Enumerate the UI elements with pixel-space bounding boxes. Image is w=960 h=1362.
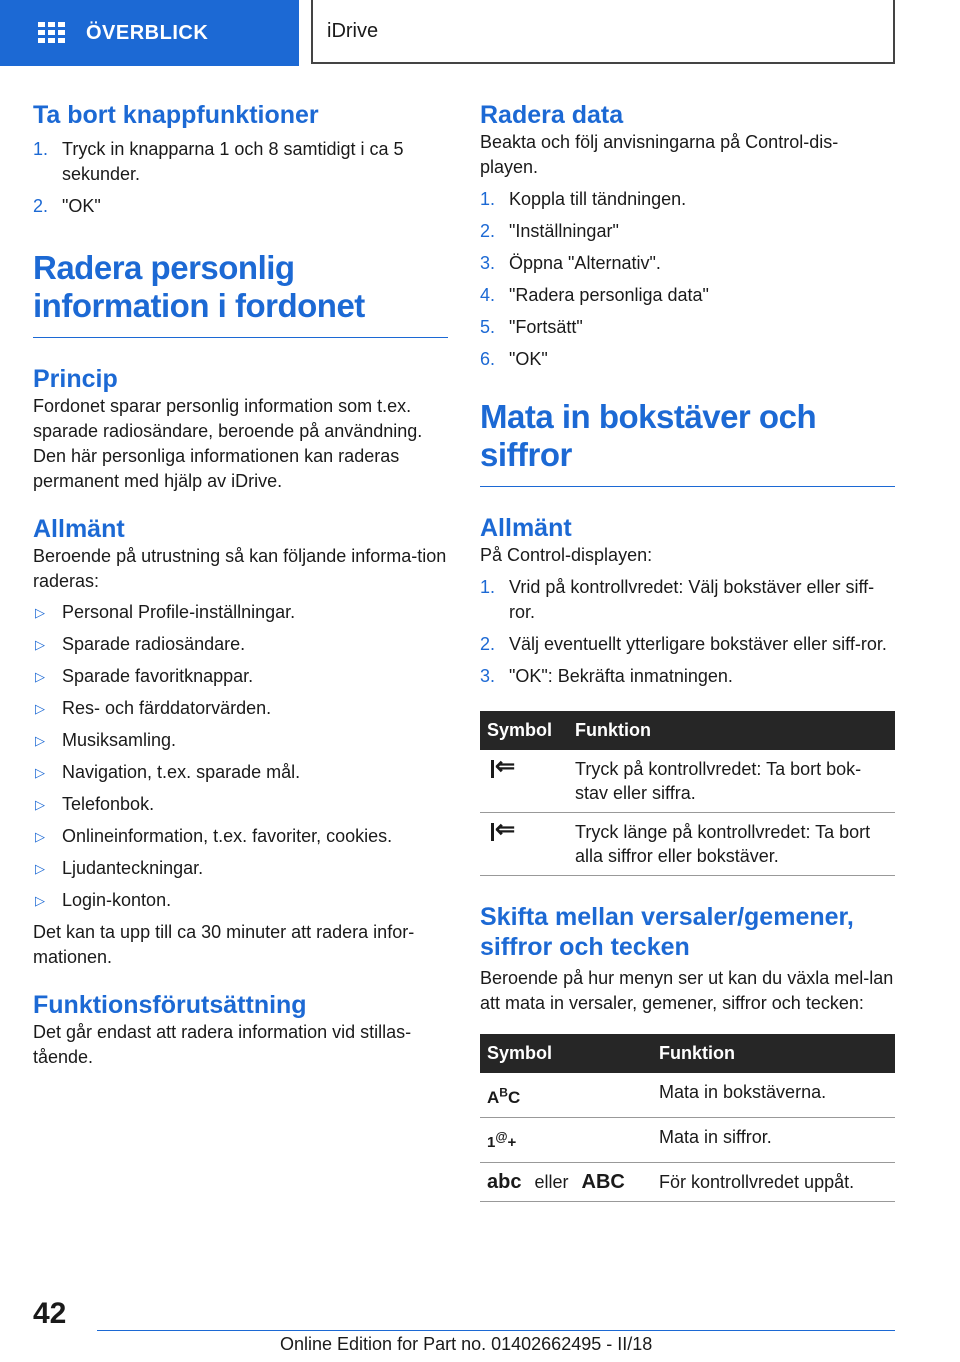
principle-text: Fordonet sparar personlig information som t.ex. sparade radiosändare, beroende på användning. Den här personliga informationen kan raderas permanent med hjälp av iDrive. [33, 396, 423, 491]
heading-general-2: Allmänt [480, 514, 572, 542]
table-cell-function: Tryck länge på kontrollvredet: Ta bort alla siffror eller bokstäver. [568, 813, 895, 876]
list-item: ▷ Ljudanteckningar. [33, 856, 448, 881]
overview-label: ÖVERBLICK [86, 21, 209, 44]
delete-data-text: Beakta och följ anvisningarna på Control-dis-playen. [480, 132, 839, 177]
list-item: ▷ Telefonbok. [33, 792, 448, 817]
list-item: 2. "OK" [33, 196, 101, 216]
table-row [480, 813, 895, 876]
heading-enter-letters: Mata in bokstäver och siffror [480, 398, 817, 473]
list-item: 2. Välj eventuellt ytterligare bokstäver eller siff-ror. [480, 634, 887, 654]
general-2-text: På Control-displayen: [480, 545, 653, 565]
list-item: 5. "Fortsätt" [480, 317, 583, 337]
general-text: Beroende på utrustning så kan följande informa-tion raderas: [33, 546, 447, 591]
prerequisite-text: Det går endast att radera information vid stillas-tående. [33, 1022, 412, 1067]
triangle-bullet-icon: ▷ [35, 893, 45, 908]
heading-prerequisite: Funktionsförutsättning [33, 991, 307, 1019]
list-item: ▷ Personal Profile-inställningar. [33, 600, 448, 625]
table-row [480, 1162, 895, 1201]
triangle-bullet-icon: ▷ [35, 861, 45, 876]
heading-enter-letters-wrap [480, 398, 895, 487]
table-cell-function: Tryck på kontrollvredet: Ta bort bok-stav eller siffra. [568, 750, 895, 813]
list-item: ▷ Onlineinformation, t.ex. favoriter, cookies. [33, 824, 448, 849]
heading-principle: Princip [33, 365, 118, 393]
heading-general: Allmänt [33, 515, 125, 543]
lowercase-abc-icon: abc [487, 1170, 522, 1193]
footer-divider [97, 1330, 895, 1331]
triangle-bullet-icon: ▷ [35, 797, 45, 812]
heading-delete-personal-wrap [33, 249, 448, 338]
table-header-symbol: Symbol [480, 1034, 652, 1073]
list-item: ▷ Musiksamling. [33, 728, 448, 753]
backspace-icon: ⇐ [489, 820, 519, 842]
uppercase-abc-icon: ABC [581, 1170, 625, 1193]
triangle-bullet-icon: ▷ [35, 637, 45, 652]
table-row [480, 750, 895, 813]
table-header-symbol: Symbol [480, 711, 568, 750]
table-header-function: Funktion [568, 711, 895, 750]
triangle-bullet-icon: ▷ [35, 605, 45, 620]
left-column [33, 100, 448, 1070]
table-cell-function: Mata in siffror. [652, 1117, 895, 1162]
heading-delete-buttons: Ta bort knappfunktioner [33, 101, 319, 129]
list-item: 3. Öppna "Alternativ". [480, 253, 661, 273]
list-item: 2. "Inställningar" [480, 221, 619, 241]
list-item: ▷ Login-konton. [33, 888, 448, 913]
triangle-bullet-icon: ▷ [35, 733, 45, 748]
heading-switch-case: Skifta mellan versaler/gemener, siffror och tecken [480, 903, 854, 961]
table-cell-function: Mata in bokstäverna. [652, 1073, 895, 1117]
page-number: 42 [33, 1297, 67, 1330]
or-label: eller [534, 1171, 569, 1192]
deletable-info-list [33, 600, 448, 913]
table-row [480, 1073, 895, 1117]
heading-delete-data: Radera data [480, 101, 624, 129]
triangle-bullet-icon: ▷ [35, 765, 45, 780]
numbers-symbol-icon: 1@+ [480, 1117, 652, 1162]
table-row [480, 1117, 895, 1162]
list-item: 6. "OK" [480, 349, 548, 369]
heading-delete-personal: Radera personlig information i fordonet [33, 249, 365, 324]
switch-case-text: Beroende på hur menyn ser ut kan du växla mel-lan att mata in versaler, gemener, siffror och tecken: [480, 968, 894, 1013]
section-tab-idrive[interactable]: iDrive [311, 0, 895, 64]
uppercase-symbol-icon: $A^BC$ [480, 1073, 652, 1117]
delete-buttons-steps [33, 137, 448, 219]
symbol-table-delete [480, 711, 895, 876]
table-cell-function: För kontrollvredet uppåt. [652, 1162, 895, 1201]
table-header-function: Funktion [652, 1034, 895, 1073]
general-2-steps [480, 575, 895, 689]
grid-icon [38, 22, 66, 44]
list-item: 1. Koppla till tändningen. [480, 189, 687, 209]
list-item: 1. Vrid på kontrollvredet: Välj bokstäver eller siff-ror. [480, 577, 875, 622]
list-item: 4. "Radera personliga data" [480, 285, 709, 305]
top-bar [0, 0, 960, 66]
list-item: 3. "OK": Bekräfta inmatningen. [480, 666, 733, 686]
list-item: ▷ Sparade radiosändare. [33, 632, 448, 657]
symbol-table-switch [480, 1034, 895, 1202]
right-column [480, 100, 895, 1202]
backspace-icon: ⇐ [489, 757, 519, 779]
triangle-bullet-icon: ▷ [35, 701, 45, 716]
list-item: ▷ Navigation, t.ex. sparade mål. [33, 760, 448, 785]
triangle-bullet-icon: ▷ [35, 669, 45, 684]
general-after-text: Det kan ta upp till ca 30 minuter att radera infor-mationen. [33, 922, 415, 967]
list-item: ▷ Res- och färddatorvärden. [33, 696, 448, 721]
footer-edition: Online Edition for Part no. 01402662495 - II/18 [280, 1334, 653, 1354]
delete-data-steps [480, 187, 895, 372]
list-item: 1. Tryck in knapparna 1 och 8 samtidigt i ca 5 sekunder. [33, 139, 404, 184]
overview-tab[interactable] [0, 0, 299, 66]
triangle-bullet-icon: ▷ [35, 829, 45, 844]
list-item: ▷ Sparade favoritknappar. [33, 664, 448, 689]
